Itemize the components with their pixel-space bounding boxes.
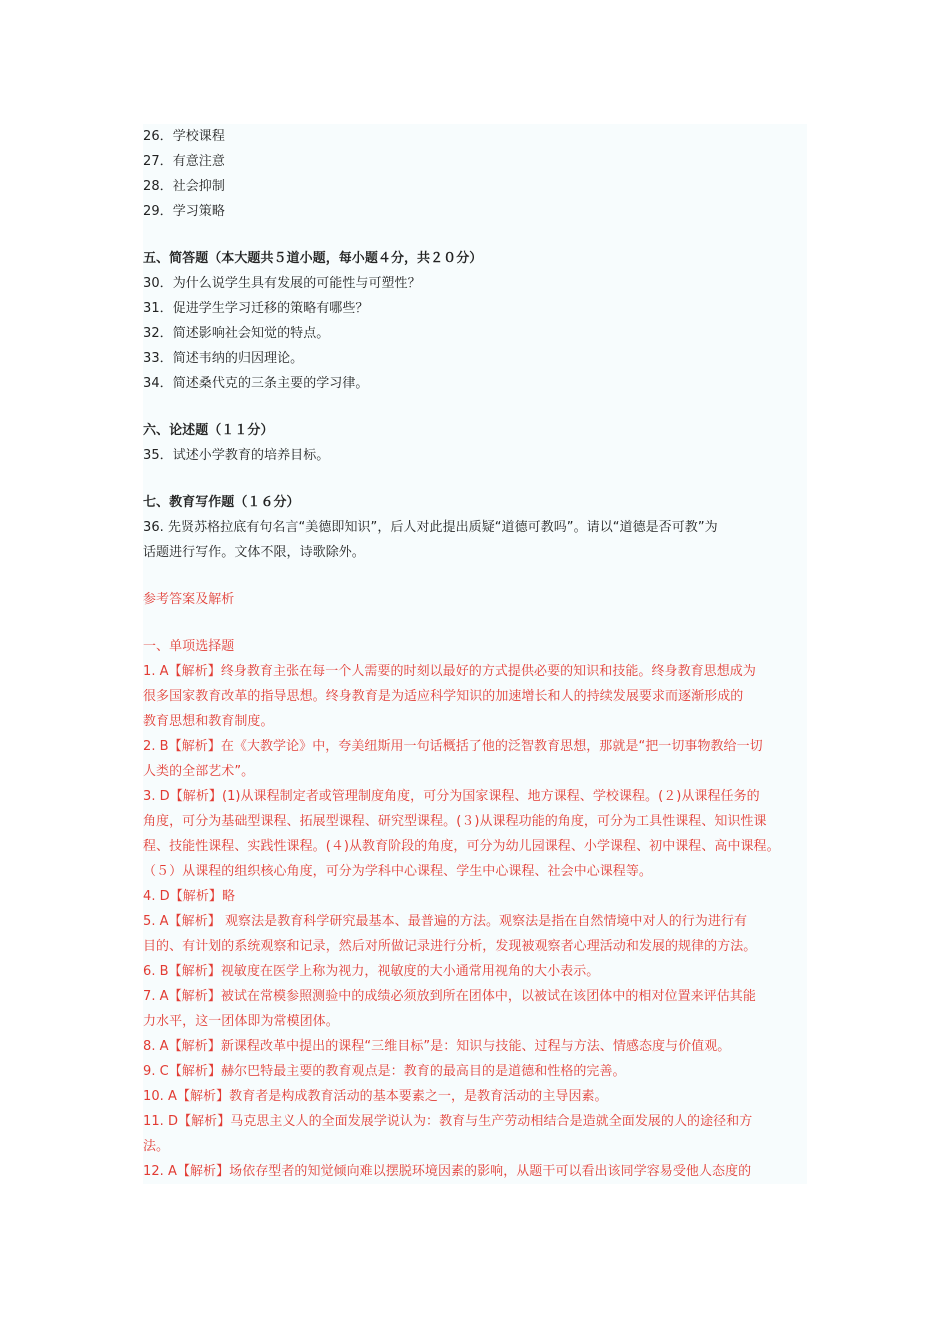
answer-line: 角度，可分为基础型课程、拓展型课程、研究型课程。(３)从课程功能的角度，可分为工具性课程、知识性课: [143, 814, 767, 829]
answer-line: 7. A【解析】被试在常模参照测验中的成绩必须放到所在团体中，以被试在该团体中的相对位置来评估其能: [143, 989, 756, 1004]
answer-line: 目的、有计划的系统观察和记录，然后对所做记录进行分析，发现被观察者心理活动和发展的规律的方法。: [143, 939, 757, 954]
answer-line: 4. D【解析】略: [143, 889, 235, 904]
term-item: 28．社会抑制: [143, 179, 225, 194]
answer-line: （５）从课程的组织核心角度，可分为学科中心课程、学生中心课程、社会中心课程等。: [143, 864, 652, 879]
answer-line: 人类的全部艺术”。: [143, 764, 255, 779]
answer-line: 程、技能性课程、实践性课程。(４)从教育阶段的角度，可分为幼儿园课程、小学课程、初中课程、高中课程。: [143, 839, 780, 854]
answer-line: 很多国家教育改革的指导思想。终身教育是为适应科学知识的加速增长和人的持续发展要求而逐渐形成的: [143, 689, 744, 704]
question-line: 话题进行写作。文体不限，诗歌除外。: [143, 545, 365, 560]
answer-line: 力水平，这一团体即为常模团体。: [143, 1014, 339, 1029]
answer-line: 3. D【解析】(1)从课程制定者或管理制度角度，可分为国家课程、地方课程、学校课程。(２)从课程任务的: [143, 789, 760, 804]
answer-line: 1. A【解析】终身教育主张在每一个人需要的时刻以最好的方式提供必要的知识和技能。终身教育思想成为: [143, 664, 756, 679]
section-heading-essay: 六、论述题（１１分）: [143, 423, 274, 438]
answers-title: 参考答案及解析: [143, 592, 235, 607]
spacer: [143, 565, 807, 587]
answer-line: 2. B【解析】在《大教学论》中，夸美纽斯用一句话概括了他的泛智教育思想，那就是“把一切事物教给一切: [143, 739, 763, 754]
spacer: [143, 468, 807, 490]
answer-line: 11. D【解析】马克思主义人的全面发展学说认为：教育与生产劳动相结合是造就全面发展的人的途径和方: [143, 1114, 753, 1129]
question-item: 35．试述小学教育的培养目标。: [143, 448, 330, 463]
answer-line: 12. A【解析】场依存型者的知觉倾向难以摆脱环境因素的影响，从题干可以看出该同学容易受他人态度的: [143, 1164, 752, 1179]
term-item: 29．学习策略: [143, 204, 225, 219]
answer-line: 法。: [143, 1139, 170, 1154]
answer-line: 5. A【解析】 观察法是教育科学研究最基本、最普遍的方法。观察法是指在自然情境中对人的行为进行有: [143, 914, 748, 929]
section-heading-short-answer: 五、简答题（本大题共５道小题，每小题４分，共２０分）: [143, 251, 483, 266]
question-item: 34．简述桑代克的三条主要的学习律。: [143, 376, 369, 391]
question-item: 30．为什么说学生具有发展的可能性与可塑性？: [143, 276, 421, 291]
answer-line: 8. A【解析】新课程改革中提出的课程“三维目标”是：知识与技能、过程与方法、情感态度与价值观。: [143, 1039, 731, 1054]
question-line: 36. 先贤苏格拉底有句名言“美德即知识”，后人对此提出质疑“道德可教吗”。请以“道德是否可教”为: [143, 520, 718, 535]
answers-subtitle: 一、单项选择题: [143, 639, 235, 654]
question-item: 32．简述影响社会知觉的特点。: [143, 326, 330, 341]
section-heading-writing: 七、教育写作题（１６分）: [143, 495, 300, 510]
answer-line: 9. C【解析】赫尔巴特最主要的教育观点是：教育的最高目的是道德和性格的完善。: [143, 1064, 626, 1079]
spacer: [143, 396, 807, 418]
spacer: [143, 612, 807, 634]
answer-line: 10. A【解析】教育者是构成教育活动的基本要素之一，是教育活动的主导因素。: [143, 1089, 608, 1104]
spacer: [143, 224, 807, 246]
answer-line: 教育思想和教育制度。: [143, 714, 274, 729]
answer-line: 6. B【解析】视敏度在医学上称为视力，视敏度的大小通常用视角的大小表示。: [143, 964, 600, 979]
document-page: [143, 124, 807, 1184]
term-item: 26．学校课程: [143, 129, 225, 144]
question-item: 33．简述韦纳的归因理论。: [143, 351, 304, 366]
term-item: 27．有意注意: [143, 154, 225, 169]
question-item: 31．促进学生学习迁移的策略有哪些？: [143, 301, 369, 316]
